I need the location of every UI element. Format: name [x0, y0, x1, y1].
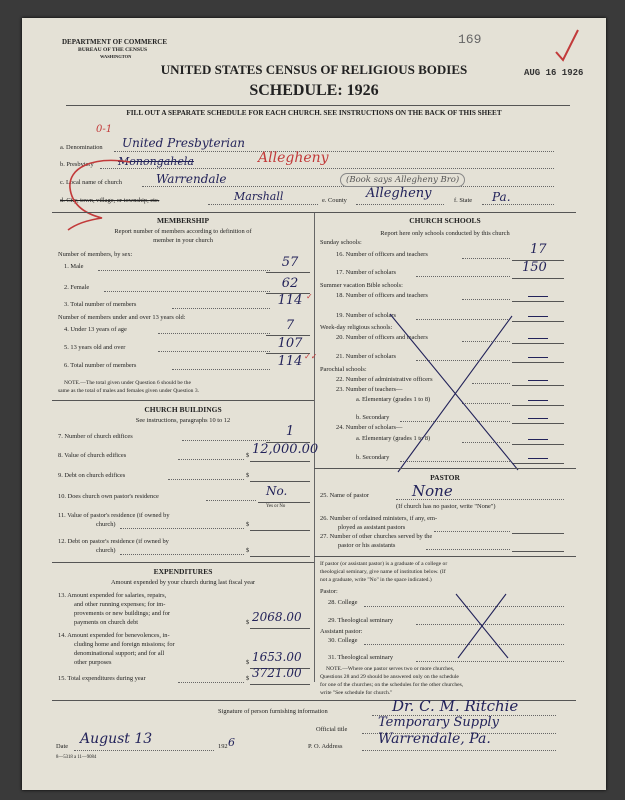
church-name-value: Warrendale — [156, 172, 227, 186]
received-stamp: AUG 16 1926 — [524, 68, 584, 78]
q1-male-label: 1. Male — [64, 263, 84, 270]
denomination-value: United Presbyterian — [122, 136, 246, 150]
weekday-schools-label: Week-day religious schools: — [320, 324, 393, 331]
q9-debt-label: 9. Debt on church edifices — [58, 472, 126, 479]
membership-note-2: same as the total of males and females given under Question 3. — [58, 388, 200, 394]
graduate-note-2: theological seminary, give name of institution below. (If — [320, 569, 446, 575]
graduate-note-3: not a graduate, write "No" in the space indicated.) — [320, 577, 432, 583]
signature-value: Dr. C. M. Ritchie — [392, 697, 519, 715]
presbytery-label: b. Presbytery — [60, 161, 94, 168]
q11-label-1: 11. Value of pastor's residence (if owned by — [58, 512, 170, 519]
pastor-note-2: Questions 28 and 29 should be answered only on the schedule — [320, 674, 459, 680]
year-digit: 6 — [228, 736, 235, 749]
bureau-label: BUREAU OF THE CENSUS — [78, 47, 148, 53]
vacation-schools-label: Summer vacation Bible schools: — [320, 282, 403, 289]
q17-label: 17. Number of scholars — [336, 269, 396, 276]
membership-note-1: NOTE.—The total given under Question 6 should be the — [64, 380, 191, 386]
q13-dollar-sign: $ — [246, 619, 250, 626]
q23-label: 23. Number of teachers— — [336, 386, 403, 393]
q14-line-2: cluding home and foreign missions; for — [74, 641, 175, 648]
q3-total-label: 3. Total number of members — [64, 301, 137, 308]
q24a-label: a. Elementary (grades 1 to 8) — [356, 435, 431, 442]
census-schedule-page — [22, 18, 606, 790]
q24-label: 24. Number of scholars— — [336, 424, 403, 431]
q27-label-1: 27. Number of other churches served by the — [320, 533, 433, 540]
q15-total-label: 15. Total expenditures during year — [58, 675, 146, 682]
red-check-q3: ✓ — [306, 292, 313, 301]
q18-label: 18. Number of officers and teachers — [336, 292, 428, 299]
q23b-label: b. Secondary — [356, 414, 390, 421]
membership-heading: MEMBERSHIP — [156, 216, 210, 225]
q10-residence-value: No. — [266, 484, 288, 498]
q8-dollar-sign: $ — [246, 452, 250, 459]
presbytery-value: Monongahela — [118, 155, 194, 168]
q11-label-2: church) — [96, 521, 116, 528]
q6-total-label: 6. Total number of members — [64, 362, 137, 369]
state-value: Pa. — [492, 190, 511, 204]
buildings-heading: CHURCH BUILDINGS — [144, 405, 222, 414]
parochial-schools-label: Parochial schools: — [320, 366, 367, 373]
q12-label-1: 12. Debt on pastor's residence (if owned by — [58, 538, 169, 545]
schools-heading: CHURCH SCHOOLS — [409, 216, 481, 225]
q14-dollar-sign: $ — [246, 659, 250, 666]
members-by-sex-label: Number of members, by sex: — [58, 251, 133, 258]
q28-label: 28. College — [328, 599, 358, 606]
pastor-note-3: for one of the churches; on the schedules for the other churches, — [320, 682, 464, 688]
q31-label: 31. Theological seminary — [328, 654, 394, 661]
q13-value: 2068.00 — [252, 610, 302, 624]
church-name-note: (Book says Allegheny Bro) — [340, 173, 465, 187]
q5-over13-label: 5. 13 years old and over — [64, 344, 126, 351]
q30-label: 30. College — [328, 637, 358, 644]
q15-dollar-sign: $ — [246, 675, 250, 682]
pastor-note-1: NOTE.—Where one pastor serves two or more churches, — [326, 666, 455, 672]
q6-total-value: 114 — [277, 354, 303, 369]
city-label: WASHINGTON — [100, 54, 132, 59]
q22-label: 22. Number of administrative officers — [336, 376, 433, 383]
official-title-value: Temporary Supply — [378, 715, 499, 730]
q7-edifices-label: 7. Number of church edifices — [58, 433, 133, 440]
q8-value-label: 8. Value of church edifices — [58, 452, 127, 459]
state-label: f. State — [454, 197, 473, 204]
q10-residence-label: 10. Does church own pastor's residence — [58, 493, 159, 500]
department-label: DEPARTMENT OF COMMERCE — [62, 38, 168, 46]
red-check-q6: ✓✓ — [304, 352, 318, 361]
q2-female-label: 2. Female — [64, 284, 90, 291]
q20-label: 20. Number of officers and teachers — [336, 334, 428, 341]
form-number: 169 — [458, 32, 482, 47]
form-code: 8—5318 a 11—9084 — [56, 755, 97, 760]
q13-line-1: 13. Amount expended for salaries, repairs, — [58, 592, 167, 599]
q25-pastor-name: None — [412, 482, 453, 500]
q17-value: 150 — [522, 260, 547, 275]
assistant-pastor-subheading: Assistant pastor: — [320, 628, 363, 635]
age-intro-label: Number of members under and over 13 years old: — [58, 314, 186, 321]
city-township-value: Marshall — [234, 190, 284, 203]
membership-intro-2: member in your church — [153, 237, 213, 244]
sunday-schools-label: Sunday schools: — [320, 239, 362, 246]
q27-label-2: pastor or his assistants — [338, 542, 396, 549]
q23a-label: a. Elementary (grades 1 to 8) — [356, 396, 431, 403]
q16-value: 17 — [530, 242, 547, 257]
official-title-label: Official title — [316, 726, 348, 733]
red-check-mark — [554, 28, 580, 64]
q4-under13-label: 4. Under 13 years of age — [64, 326, 127, 333]
red-annotation: 0-1 — [96, 124, 113, 135]
schools-crossout-mark — [384, 308, 524, 478]
q24b-label: b. Secondary — [356, 454, 390, 461]
graduate-note-1: If pastor (or assistant pastor) is a graduate of a college or — [320, 561, 448, 567]
q29-label: 29. Theological seminary — [328, 617, 394, 624]
schools-intro: Report here only schools conducted by this church — [380, 230, 510, 237]
form-subtitle: SCHEDULE: 1926 — [249, 82, 379, 99]
church-name-label: c. Local name of church — [60, 179, 122, 186]
presbytery-correction: Allegheny — [258, 150, 329, 166]
date-value: August 13 — [80, 731, 153, 747]
q12-dollar-sign: $ — [246, 547, 250, 554]
po-address-value: Warrendale, Pa. — [378, 731, 491, 747]
yes-or-no-hint: Yes or No — [266, 504, 286, 509]
q16-label: 16. Number of officers and teachers — [336, 251, 428, 258]
buildings-subheading: See instructions, paragraphs 10 to 12 — [135, 417, 231, 424]
form-title: UNITED STATES CENSUS OF RELIGIOUS BODIES — [160, 62, 468, 77]
pastor-subheading: Pastor: — [320, 588, 338, 595]
pastor-crossout-mark — [452, 590, 512, 662]
po-address-label: P. O. Address — [308, 743, 343, 750]
q12-label-2: church) — [96, 547, 116, 554]
q9-dollar-sign: $ — [246, 472, 250, 479]
pastor-heading: PASTOR — [430, 473, 460, 482]
q3-total-value: 114 — [277, 293, 303, 308]
q26-label-1: 26. Number of ordained ministers, if any, em- — [320, 515, 438, 522]
year-prefix: 192 — [218, 743, 228, 750]
q5-over13-value: 107 — [277, 336, 303, 351]
date-label: Date — [56, 743, 69, 750]
expenditures-subheading: Amount expended by your church during last fiscal year — [110, 579, 256, 586]
expenditures-heading: EXPENDITURES — [153, 567, 213, 576]
q13-line-3: provements or new buildings; and for — [74, 610, 171, 617]
q14-value: 1653.00 — [252, 650, 302, 664]
county-value: Allegheny — [366, 186, 432, 201]
q21-label: 21. Number of scholars — [336, 353, 396, 360]
q1-male-value: 57 — [281, 255, 299, 270]
denomination-label: a. Denomination — [60, 144, 103, 151]
q26-label-2: ployed as assistant pastors — [338, 524, 406, 531]
city-township-label: d. City, town, village, or township, etc. — [60, 197, 160, 204]
q15-value: 3721.00 — [252, 666, 302, 680]
q13-line-4: payments on church debt — [74, 619, 139, 626]
q13-line-2: and other running expenses; for im- — [74, 601, 166, 608]
pastor-note-4: write "See schedule for church." — [320, 690, 393, 696]
signature-label: Signature of person furnishing information — [218, 708, 328, 715]
q14-line-3: denominational support; and for all — [74, 650, 165, 657]
form-instruction: FILL OUT A SEPARATE SCHEDULE FOR EACH CHURCH. SEE INSTRUCTIONS ON THE BACK OF THIS SHEET — [126, 109, 502, 117]
q2-female-value: 62 — [281, 276, 299, 291]
q8-value: 12,000.00 — [252, 442, 319, 457]
q19-label: 19. Number of scholars — [336, 312, 396, 319]
q25-note: (If church has no pastor, write "None") — [396, 503, 496, 510]
county-label: e. County — [322, 197, 347, 204]
q25-label: 25. Name of pastor — [320, 492, 369, 499]
q7-edifices-value: 1 — [285, 424, 295, 439]
q4-under13-value: 7 — [285, 318, 295, 333]
membership-intro-1: Report number of members according to definition of — [114, 228, 252, 235]
q11-dollar-sign: $ — [246, 521, 250, 528]
q14-line-4: other purposes — [74, 659, 112, 666]
q14-line-1: 14. Amount expended for benevolences, in- — [58, 632, 170, 639]
